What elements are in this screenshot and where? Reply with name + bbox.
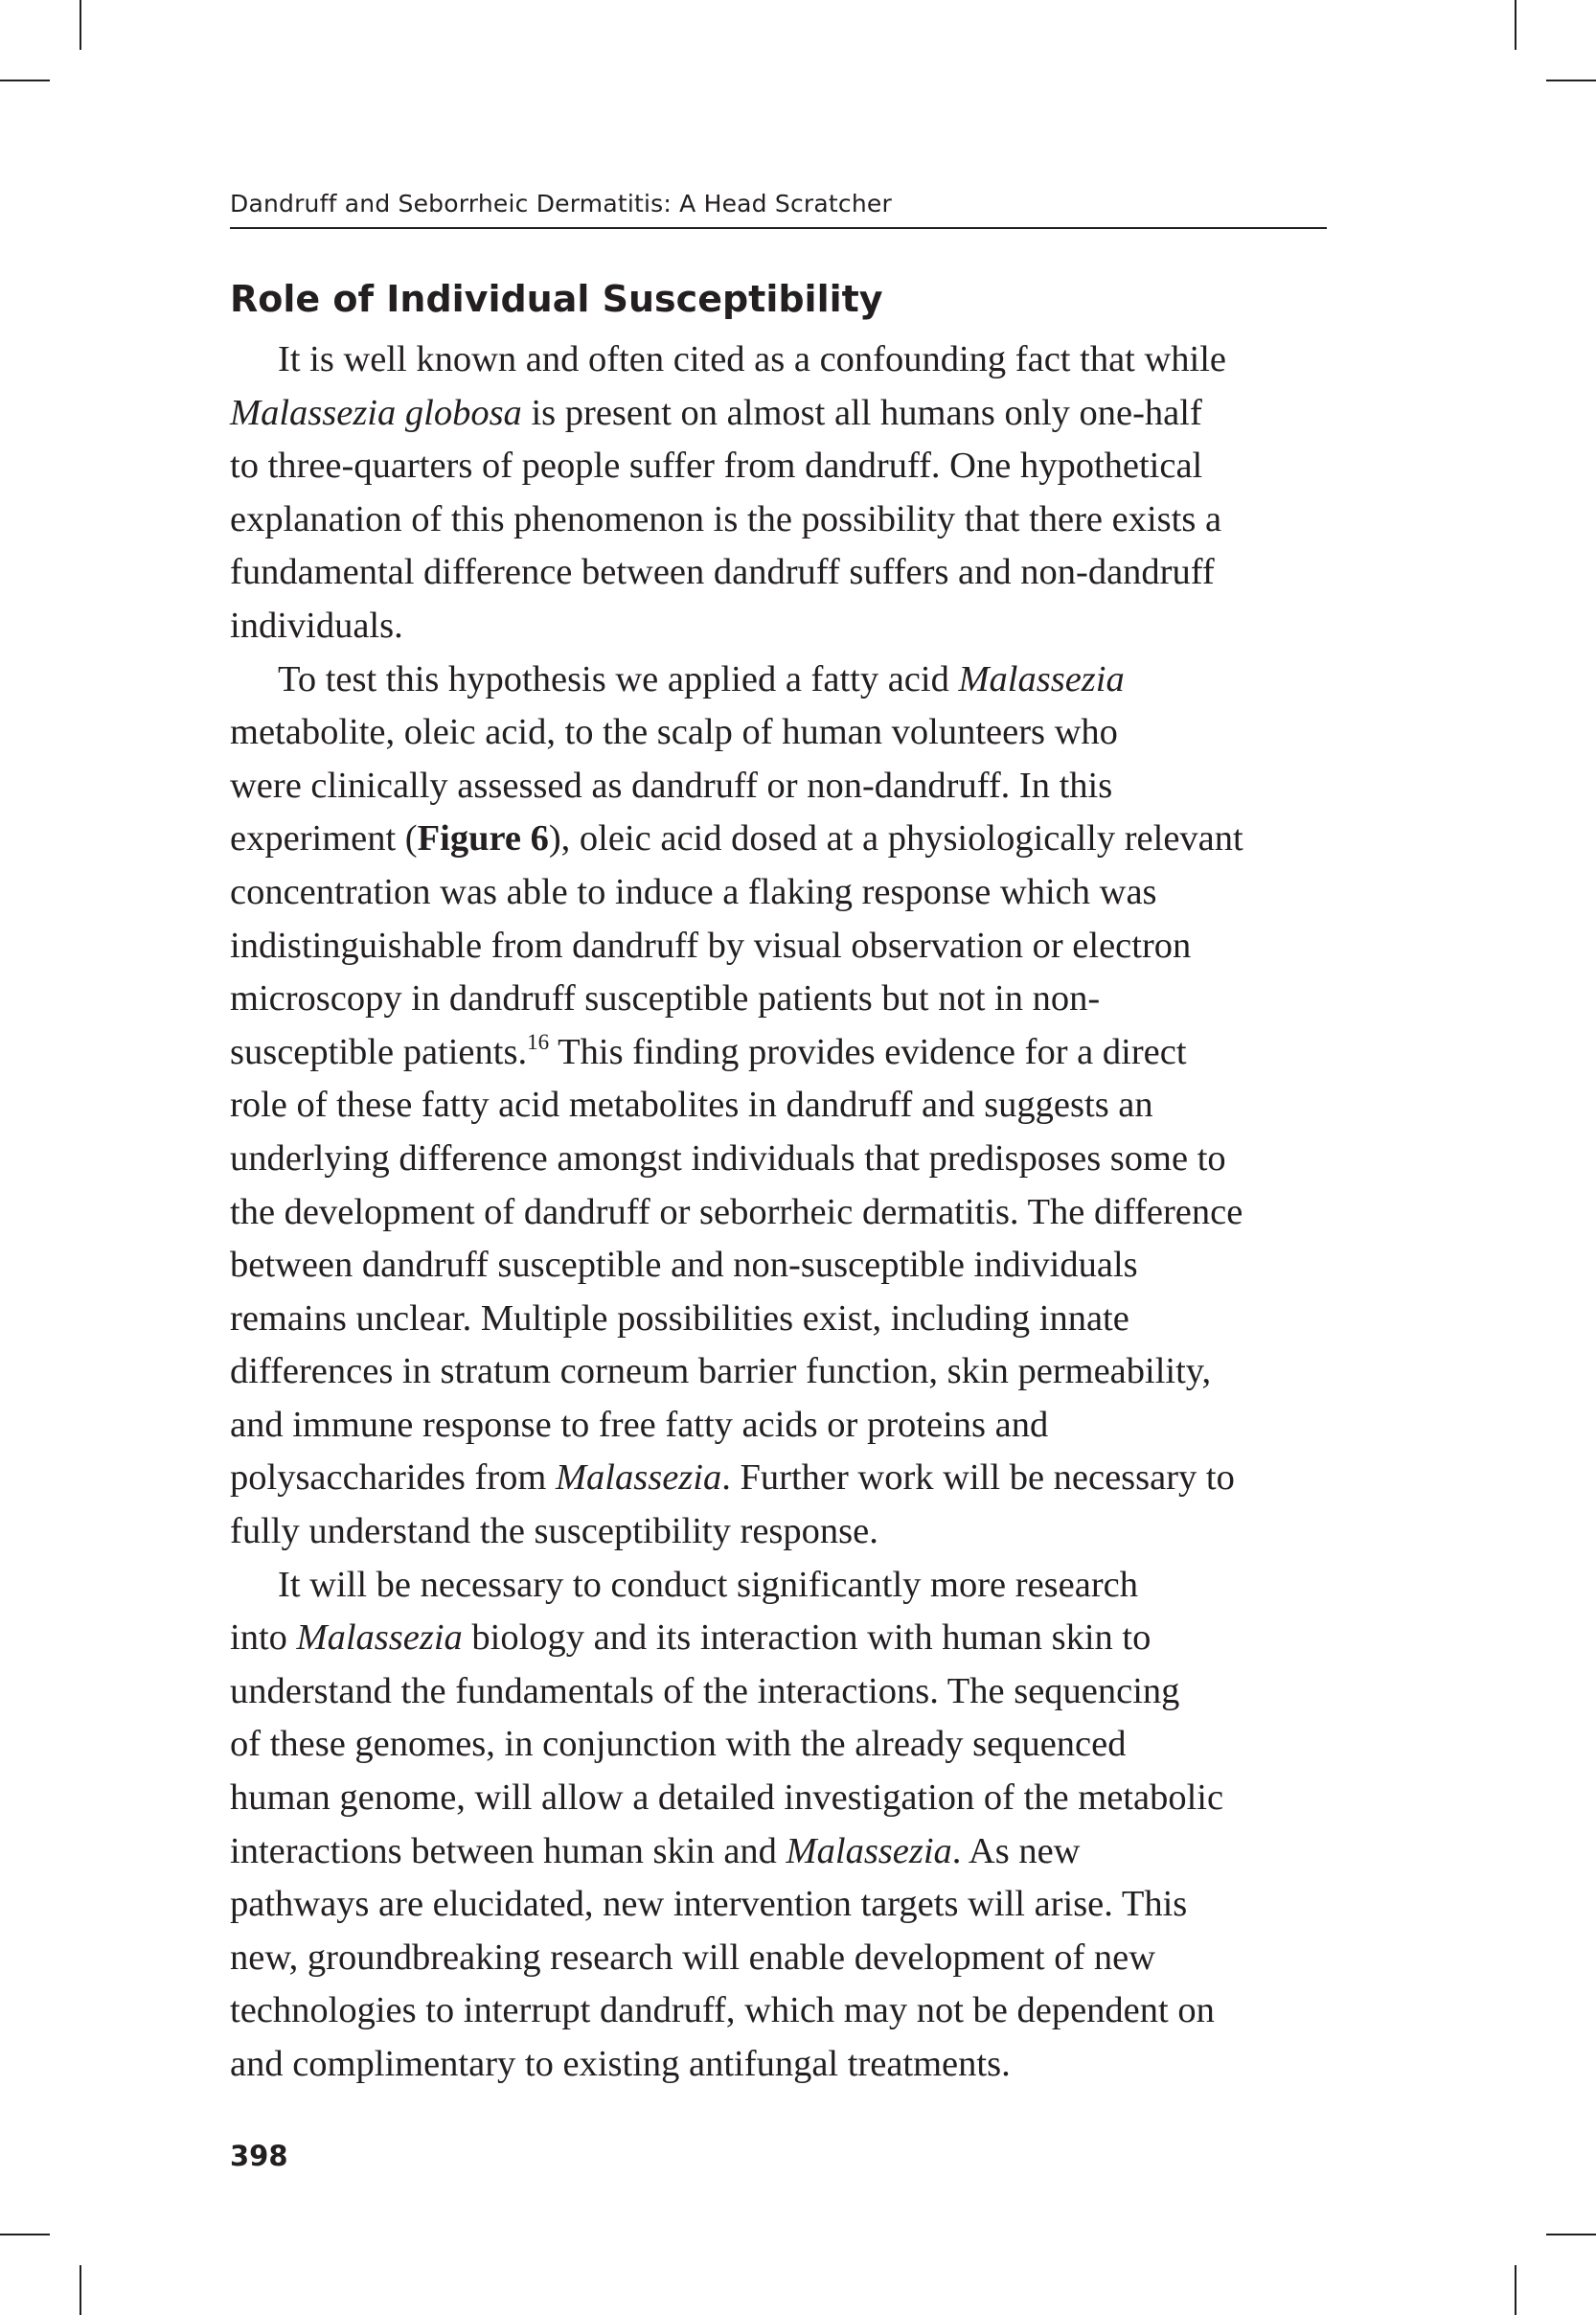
- text-line: [230, 1452, 1341, 1505]
- text-segment: fundamental difference between dandruff suffers and non-dandruff: [230, 552, 1215, 593]
- crop-mark-top-right-vertical: [1515, 0, 1516, 50]
- text-line: [230, 1932, 1341, 1985]
- text-segment: It is well known and often cited as a confounding fact that while: [278, 339, 1227, 379]
- italic-term: Malassezia globosa: [230, 392, 522, 433]
- text-segment: individuals.: [230, 605, 403, 646]
- text-segment: indistinguishable from dandruff by visual observation or electron: [230, 925, 1192, 966]
- text-line: [230, 333, 1341, 387]
- text-line: [230, 546, 1341, 600]
- italic-term: Malassezia: [296, 1617, 463, 1659]
- text-line: [230, 600, 1341, 653]
- text-segment: remains unclear. Multiple possibilities exist, including innate: [230, 1297, 1129, 1339]
- text-line: [230, 1878, 1341, 1932]
- text-segment: of these genomes, in conjunction with the already sequenced: [230, 1724, 1127, 1765]
- text-segment: This finding provides evidence for a direct: [549, 1031, 1187, 1072]
- text-segment: susceptible patients.: [230, 1031, 528, 1072]
- text-segment: human genome, will allow a detailed investigation of the metabolic: [230, 1777, 1224, 1819]
- page-number: 398: [230, 2140, 288, 2172]
- text-segment: into: [230, 1617, 297, 1659]
- text-line: [230, 440, 1341, 493]
- text-line: [230, 706, 1341, 760]
- text-line: [230, 920, 1341, 974]
- italic-term: Malassezia: [786, 1830, 952, 1871]
- text-segment: the development of dandruff or seborrheic dermatitis. The difference: [230, 1191, 1243, 1232]
- body-text: [230, 333, 1341, 2092]
- text-line: [230, 653, 1341, 707]
- text-segment: . Further work will be necessary to: [721, 1457, 1235, 1499]
- text-line: [230, 493, 1341, 547]
- crop-mark-top-left-horizontal: [0, 80, 50, 81]
- text-segment: role of these fatty acid metabolites in dandruff and suggests an: [230, 1085, 1153, 1126]
- text-line: [230, 1399, 1341, 1453]
- text-line: [230, 760, 1341, 814]
- text-line: [230, 1186, 1341, 1240]
- text-line: [230, 387, 1341, 441]
- citation-superscript: 16: [527, 1028, 550, 1054]
- crop-mark-bottom-left-vertical: [80, 2265, 81, 2315]
- text-line: [230, 1239, 1341, 1293]
- text-segment: differences in stratum corneum barrier function, skin permeability,: [230, 1351, 1212, 1392]
- text-segment: to three-quarters of people suffer from dandruff. One hypothetical: [230, 446, 1203, 487]
- running-head: Dandruff and Seborrheic Dermatitis: A Head Scratcher: [230, 190, 892, 218]
- section-heading: Role of Individual Susceptibility: [230, 278, 883, 320]
- text-segment: new, groundbreaking research will enable development of new: [230, 1937, 1156, 1978]
- text-line: [230, 1293, 1341, 1346]
- text-segment: were clinically assessed as dandruff or non-dandruff. In this: [230, 765, 1113, 806]
- text-line: [230, 1665, 1341, 1719]
- text-line: [230, 1026, 1341, 1080]
- running-head-rule: [230, 227, 1327, 229]
- text-line: [230, 1612, 1341, 1665]
- text-segment: experiment (: [230, 818, 418, 860]
- text-segment: explanation of this phenomenon is the possibility that there exists a: [230, 498, 1222, 539]
- text-line: [230, 1559, 1341, 1613]
- italic-term: Malassezia: [958, 658, 1125, 699]
- text-line: [230, 1718, 1341, 1772]
- text-segment: technologies to interrupt dandruff, which may not be dependent on: [230, 1990, 1215, 2031]
- crop-mark-top-right-horizontal: [1546, 80, 1596, 81]
- text-segment: and immune response to free fatty acids or proteins and: [230, 1404, 1049, 1445]
- text-segment: polysaccharides from: [230, 1457, 556, 1499]
- crop-mark-top-left-vertical: [80, 0, 81, 50]
- text-segment: underlying difference amongst individuals that predisposes some to: [230, 1137, 1226, 1179]
- crop-mark-bottom-right-horizontal: [1546, 2234, 1596, 2235]
- text-line: [230, 813, 1341, 866]
- text-segment: fully understand the susceptibility response.: [230, 1511, 878, 1552]
- text-line: [230, 866, 1341, 920]
- text-segment: concentration was able to induce a flaking response which was: [230, 871, 1157, 912]
- crop-mark-bottom-left-horizontal: [0, 2234, 50, 2235]
- figure-reference: Figure 6: [417, 818, 549, 860]
- text-segment: To test this hypothesis we applied a fatty acid: [278, 658, 959, 699]
- text-segment: biology and its interaction with human skin to: [462, 1617, 1151, 1659]
- text-segment: microscopy in dandruff susceptible patients but not in non-: [230, 978, 1101, 1020]
- text-segment: pathways are elucidated, new intervention targets will arise. This: [230, 1884, 1188, 1925]
- text-segment: ), oleic acid dosed at a physiologically relevant: [548, 818, 1243, 860]
- text-segment: understand the fundamentals of the interactions. The sequencing: [230, 1670, 1180, 1711]
- text-line: [230, 973, 1341, 1026]
- text-line: [230, 1345, 1341, 1399]
- italic-term: Malassezia: [555, 1457, 722, 1499]
- text-line: [230, 1984, 1341, 2038]
- text-line: [230, 1505, 1341, 1559]
- text-segment: . As new: [951, 1830, 1081, 1871]
- text-line: [230, 1133, 1341, 1186]
- text-line: [230, 1825, 1341, 1879]
- text-segment: interactions between human skin and: [230, 1830, 787, 1871]
- text-segment: metabolite, oleic acid, to the scalp of human volunteers who: [230, 712, 1118, 753]
- text-line: [230, 1772, 1341, 1825]
- crop-mark-bottom-right-vertical: [1515, 2265, 1516, 2315]
- text-segment: between dandruff susceptible and non-susceptible individuals: [230, 1245, 1138, 1286]
- text-line: [230, 2038, 1341, 2092]
- text-line: [230, 1079, 1341, 1133]
- text-segment: is present on almost all humans only one-half: [521, 392, 1202, 433]
- text-segment: It will be necessary to conduct significantly more research: [278, 1564, 1139, 1605]
- text-segment: and complimentary to existing antifungal treatments.: [230, 2044, 1011, 2084]
